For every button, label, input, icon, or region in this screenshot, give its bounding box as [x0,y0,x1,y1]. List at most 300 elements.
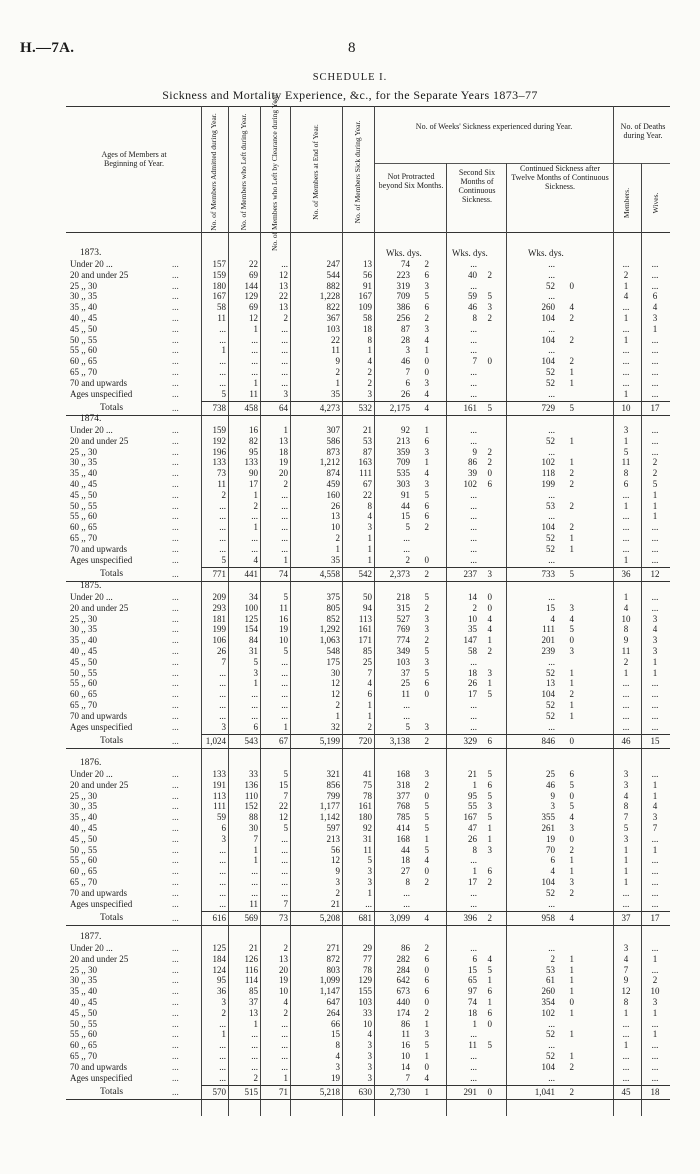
table-cell: 1 [623,500,629,511]
table-cell: 192 [212,435,226,446]
table-cell: 2 [424,943,429,953]
table-cell: ... [281,323,288,334]
table-cell: 3 [424,656,429,667]
age-label: 50 ,, 55 [70,500,97,511]
table-cell: 33 [249,769,258,779]
table-cell: 124 [212,964,226,975]
table-cell: 3 [335,877,340,887]
table-cell: 1 [424,1018,429,1029]
table-cell: 1 [367,700,372,710]
header-wives: Wives. [651,192,660,214]
leader-dots: ... [172,323,179,334]
table-cell: 1 [623,877,629,887]
table-cell: 5 [405,522,410,533]
table-cell: 4 [367,678,372,689]
table-cell: 111 [359,468,372,479]
table-cell: 91 [363,280,372,291]
table-cell: ... [281,656,288,667]
table-cell: 5 [487,812,492,823]
table-cell: 3 [487,801,492,812]
age-label: Under 20 ... [70,425,113,435]
leader-dots: ... [172,779,179,790]
leader-dots: ... [172,844,179,855]
table-cell: 18 [468,1007,477,1018]
leader-dots: ... [172,866,179,877]
table-cell: ... [651,345,659,356]
table-cell: 30 [331,667,340,678]
table-cell: 14 [468,592,477,602]
table-cell: 55 [468,801,477,812]
table-cell: 11 [621,457,631,468]
table-cell: 52 [546,1051,555,1061]
table-cell: 1 [569,543,574,554]
table-cell: 20 [279,964,288,975]
table-cell: 7 [253,833,258,844]
table-cell: ... [651,866,659,877]
header-weeks-group: No. of Weeks' Sickness experienced during Year. [415,122,573,131]
table-cell: 1 [424,345,429,356]
table-cell: 6 [221,823,226,833]
table-cell: 5 [487,689,492,700]
table-cell: 247 [326,259,340,269]
table-cell: 1 [487,678,492,689]
table-cell: 10 [279,635,288,646]
table-cell: 2 [487,446,492,457]
table-cell: 6 [424,511,429,522]
table-cell: 103 [326,323,340,334]
table-cell: ... [548,592,555,602]
table-cell: 0 [487,1018,492,1029]
table-cell: ... [403,710,410,721]
table-cell: 163 [358,457,372,468]
table-cell: 799 [326,790,340,801]
table-cell: ... [622,259,630,269]
table-cell: 3 [623,425,629,435]
table-cell: 5 [569,779,574,790]
table-cell: 33 [363,1007,372,1018]
table-cell: 3 [424,721,429,732]
table-cell: 8 [472,844,477,855]
table-cell: 16 [279,613,288,624]
table-cell: 52 [546,700,555,710]
totals-cell: 515 [244,1087,258,1098]
leader-dots: ... [172,479,179,489]
table-cell: ... [470,1072,477,1083]
table-cell: 199 [212,624,226,635]
table-cell: 803 [326,964,340,975]
table-cell: 282 [396,953,410,964]
table-cell: 4 [569,613,574,624]
age-label: 60 ,, 65 [70,689,97,700]
table-cell: 3 [652,313,658,323]
table-cell: 167 [212,291,226,302]
table-cell: ... [281,377,288,388]
leader-dots: ... [172,710,179,721]
table-cell: 1 [424,457,429,468]
table-cell: 260 [541,986,555,997]
table-cell: ... [219,710,226,721]
age-label: 30 ,, 35 [70,291,97,302]
table-cell: ... [219,377,226,388]
age-label: 35 ,, 40 [70,635,97,646]
table-cell: 12 [279,269,288,280]
table-cell: 1 [569,1007,574,1018]
table-cell: 1,212 [319,457,340,468]
table-cell: 13 [279,280,288,291]
age-label: 70 and upwards [70,710,127,721]
totals-cell: 10 [621,403,631,414]
table-cell: ... [281,689,288,700]
table-cell: 16 [401,1040,410,1051]
table-cell: 5 [623,823,629,833]
table-cell: 10 [279,986,288,997]
table-cell: ... [219,887,226,898]
age-label: 20 and under 25 [70,269,129,280]
table-cell: 102 [463,479,477,489]
table-cell: 199 [541,479,555,489]
age-label: 20 and under 25 [70,602,129,613]
table-cell: 5 [652,479,658,489]
table-cell: 2 [424,779,429,790]
table-cell: 3 [283,388,288,399]
table-cell: 3 [652,997,658,1007]
table-cell: 52 [546,887,555,898]
totals-cell: 616 [212,913,226,924]
age-label: 20 and under 25 [70,435,129,446]
table-cell: 56 [363,269,372,280]
table-cell: ... [251,356,258,367]
table-cell: 11 [468,1040,477,1051]
table-cell: 5 [424,291,429,302]
table-cell: ... [548,721,555,732]
table-cell: 11 [217,479,226,489]
table-cell: ... [651,887,659,898]
totals-cell: 532 [358,403,372,414]
table-cell: ... [622,522,630,533]
table-cell: ... [622,1072,630,1083]
table-cell: 86 [468,457,477,468]
table-cell: 74 [468,997,477,1007]
age-label: Under 20 ... [70,943,113,953]
table-cell: 95 [217,975,226,986]
totals-cell: 5 [569,569,574,580]
table-cell: 159 [212,425,226,435]
table-cell: 3 [221,721,226,732]
table-cell: 6 [424,302,429,313]
table-cell: ... [470,710,477,721]
table-cell: 315 [396,602,410,613]
year-heading: 1875. [80,581,102,591]
table-cell: ... [651,522,659,533]
totals-rule [201,911,670,912]
table-cell: ... [219,323,226,334]
age-label: 50 ,, 55 [70,1018,97,1029]
table-cell: 133 [212,457,226,468]
table-cell: 58 [363,313,372,323]
table-cell: 15 [401,511,410,522]
table-cell: 191 [212,779,226,790]
leader-dots: ... [172,313,179,323]
table-cell: 29 [363,943,372,953]
table-cell: ... [651,721,659,732]
table-cell: 2 [487,877,492,887]
table-cell: 1 [283,554,288,565]
age-label: 25 ,, 30 [70,446,97,457]
table-cell: 3 [367,866,372,877]
table-cell: 152 [244,801,258,812]
table-cell: 3 [424,479,429,489]
table-cell: 4 [569,302,574,313]
table-cell: ... [251,710,258,721]
table-cell: 4 [623,953,629,964]
table-cell: 5 [623,446,629,457]
table-cell: 3 [405,345,410,356]
table-cell: 1 [487,975,492,986]
leader-dots: ... [172,446,179,457]
table-cell: 774 [396,635,410,646]
table-cell: 1 [652,844,658,855]
table-cell: 9 [623,635,629,646]
age-label: 25 ,, 30 [70,613,97,624]
age-label: 40 ,, 45 [70,313,97,323]
table-cell: 9 [550,790,555,801]
table-cell: 1 [253,844,258,855]
table-cell: 7 [405,367,410,377]
leader-dots: ... [172,280,179,291]
table-cell: ... [651,334,659,345]
table-cell: 35 [468,624,477,635]
table-cell: 2 [569,356,574,367]
table-cell: 2 [405,554,410,565]
table-cell: 1 [652,323,658,334]
table-cell: 2 [569,522,574,533]
table-cell: ... [651,1072,659,1083]
block-rule [66,581,670,582]
table-cell: 1 [253,377,258,388]
table-cell: 125 [212,943,226,953]
totals-cell: 458 [244,403,258,414]
table-cell: 4 [367,511,372,522]
table-cell: ... [470,435,477,446]
age-label: 70 and upwards [70,1061,127,1072]
table-cell: 4 [487,624,492,635]
table-cell: 87 [401,323,410,334]
table-cell: ... [281,1018,288,1029]
table-cell: 1 [623,866,629,877]
table-cell: 1 [253,1018,258,1029]
age-label: 45 ,, 50 [70,489,97,500]
totals-cell: 37 [621,913,631,924]
page-number: 8 [348,40,356,56]
table-cell: 82 [249,435,258,446]
totals-cell: 46 [621,736,631,747]
table-cell: ... [470,489,477,500]
totals-cell: 0 [569,736,574,747]
table-cell: ... [470,855,477,866]
table-cell: 1 [424,1051,429,1061]
table-cell: 3 [424,769,429,779]
table-cell: 4 [253,554,258,565]
leader-dots: ... [172,435,179,446]
totals-cell: 5 [487,403,492,414]
table-cell: 1 [569,435,574,446]
table-cell: ... [651,533,659,543]
table-cell: ... [651,377,659,388]
table-cell: 12 [249,313,258,323]
totals-cell: 729 [541,403,555,414]
table-cell: 2 [623,656,629,667]
age-label: Under 20 ... [70,592,113,602]
leader-dots: ... [172,678,179,689]
table-cell: 3 [367,1040,372,1051]
totals-cell: 846 [541,736,555,747]
table-cell: 1 [487,833,492,844]
table-cell: 103 [396,656,410,667]
table-cell: ... [470,522,477,533]
table-cell: 41 [363,769,372,779]
leader-dots: ... [172,812,179,823]
table-cell: 19 [279,624,288,635]
table-cell: ... [470,280,477,291]
leader-dots: ... [172,689,179,700]
table-cell: 7 [623,964,629,975]
table-cell: 377 [396,790,410,801]
table-cell: 15 [468,964,477,975]
table-cell: 0 [487,602,492,613]
leader-dots: ... [172,898,179,909]
table-cell: 1 [569,855,574,866]
table-cell: ... [281,844,288,855]
table-cell: 58 [217,302,226,313]
table-cell: ... [622,721,630,732]
table-cell: ... [622,356,630,367]
table-cell: 223 [396,269,410,280]
table-cell: 256 [396,313,410,323]
table-cell: 0 [424,367,429,377]
table-cell: 7 [652,823,658,833]
table-cell: 1 [487,823,492,833]
table-cell: 4 [424,468,429,479]
table-cell: 10 [331,522,340,533]
totals-cell: 569 [244,913,258,924]
table-cell: 14 [401,1061,410,1072]
col-line [641,163,642,1116]
table-cell: 5 [367,855,372,866]
table-cell: 1 [623,1040,629,1051]
leader-dots: ... [172,790,179,801]
totals-cell: 18 [650,1087,660,1098]
age-label: 55 ,, 60 [70,678,97,689]
leader-dots: ... [172,736,179,747]
leader-dots: ... [172,334,179,345]
table-cell: 13 [331,511,340,522]
leader-dots: ... [172,913,179,924]
table-cell: 4 [424,388,429,399]
table-cell: 13 [546,678,555,689]
leader-dots: ... [172,511,179,522]
table-cell: 2 [652,457,658,468]
table-cell: ... [470,500,477,511]
table-cell: ... [470,700,477,710]
age-label: 70 and upwards [70,377,127,388]
col-line [228,106,229,1116]
table-cell: ... [403,533,410,543]
table-cell: 31 [249,646,258,656]
table-cell: ... [219,522,226,533]
table-cell: 5 [424,592,429,602]
leader-dots: ... [172,543,179,554]
table-cell: 102 [541,457,555,468]
table-cell: ... [548,446,555,457]
table-cell: 6 [487,479,492,489]
table-cell: 0 [424,790,429,801]
table-cell: 52 [546,667,555,678]
table-cell: 1 [569,377,574,388]
table-cell: 882 [326,280,340,291]
table-cell: 768 [396,801,410,812]
table-cell: ... [281,533,288,543]
block-rule [66,415,670,416]
table-cell: 1 [335,710,340,721]
table-cell: 35 [331,388,340,399]
table-cell: 1 [569,1029,574,1040]
totals-cell: 5,208 [319,913,340,924]
table-cell: 1 [569,678,574,689]
weeks-days-label: Wks. dys. [452,248,488,258]
leader-dots: ... [172,855,179,866]
table-cell: 2 [367,377,372,388]
table-cell: ... [219,855,226,866]
table-cell: ... [281,1040,288,1051]
table-cell: 74 [401,259,410,269]
table-cell: 5 [487,769,492,779]
table-cell: ... [548,489,555,500]
table-cell: 21 [331,898,340,909]
table-cell: 6 [652,291,658,302]
table-cell: ... [622,377,630,388]
table-cell: 3 [652,646,658,656]
table-cell: 239 [541,646,555,656]
table-cell: 26 [468,678,477,689]
age-label: 55 ,, 60 [70,345,97,356]
totals-cell: 720 [358,736,372,747]
table-cell: ... [219,844,226,855]
table-cell: ... [622,489,630,500]
age-label: 35 ,, 40 [70,468,97,479]
table-cell: 1 [652,489,658,500]
table-cell: 2 [253,1072,258,1083]
table-cell: ... [651,855,659,866]
table-cell: 3 [221,997,226,1007]
table-cell: ... [470,367,477,377]
table-cell: 2 [424,1007,429,1018]
leader-dots: ... [172,403,179,414]
table-cell: 3 [569,823,574,833]
table-cell: 2 [472,602,477,613]
table-cell: 17 [249,479,258,489]
table-cell: 2 [623,269,629,280]
totals-cell: 5,218 [319,1087,340,1098]
table-cell: 8 [367,500,372,511]
totals-cell: 542 [358,569,372,580]
table-cell: 1 [652,953,658,964]
table-cell: 3 [652,613,658,624]
table-cell: 84 [249,635,258,646]
table-cell: 1 [472,866,477,877]
age-label: 40 ,, 45 [70,646,97,656]
totals-cell: 2,730 [389,1087,410,1098]
table-cell: 13 [363,259,372,269]
